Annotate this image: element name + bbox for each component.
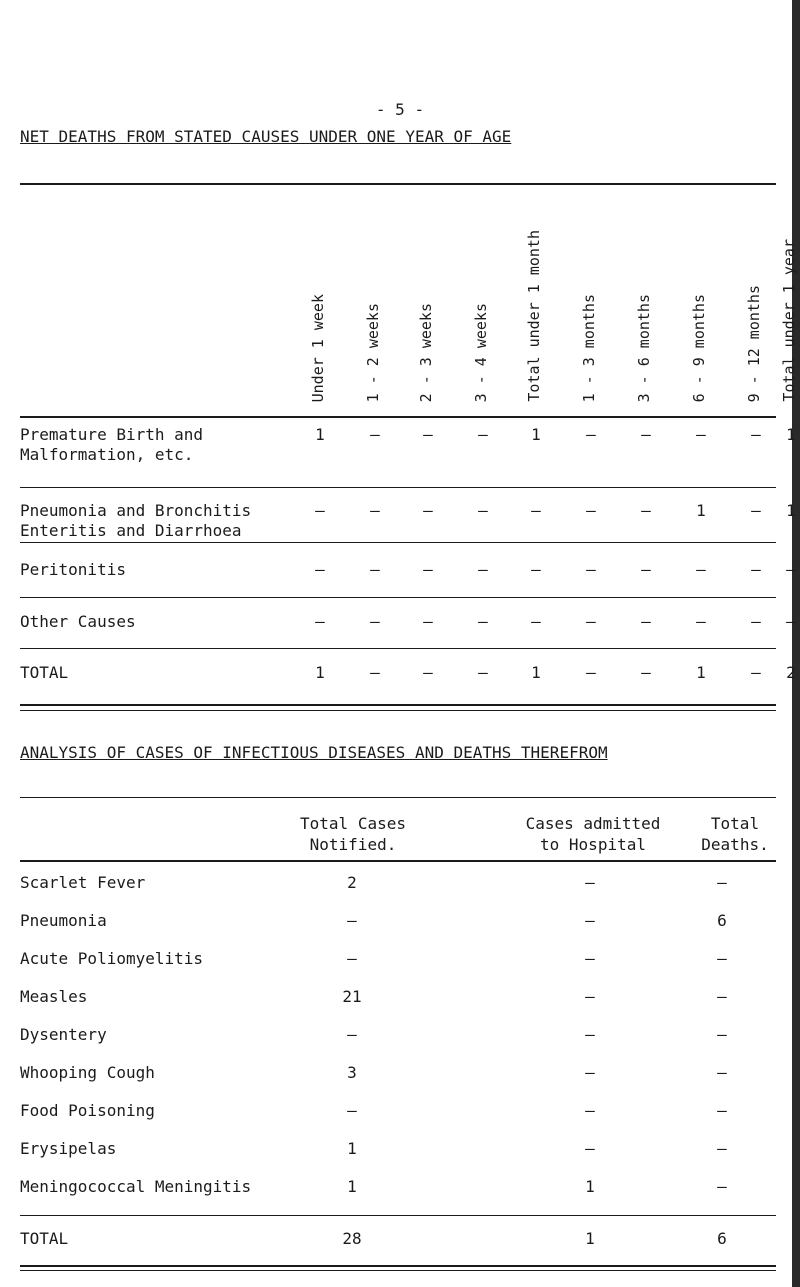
table-cell: 1	[315, 425, 325, 444]
column-header-line: Total	[710, 814, 760, 833]
table-cell: 1	[347, 1177, 357, 1196]
column-header-label: 1 - 3 months	[580, 293, 598, 402]
table-cell: –	[478, 425, 488, 444]
table-cell: 21	[342, 987, 362, 1006]
row-label: Enteritis and Diarrhoea	[20, 521, 242, 540]
column-header-line: Cases admitted	[525, 814, 661, 833]
table-cell: –	[717, 873, 727, 892]
table-cell: 6	[717, 911, 727, 930]
row-divider	[20, 542, 776, 543]
table-cell: –	[370, 663, 380, 682]
infectious-total-rule	[20, 1215, 776, 1216]
disease-name: Acute Poliomyelitis	[20, 949, 204, 968]
table-cell: 1	[696, 501, 706, 520]
column-header-cell	[633, 188, 659, 402]
table-cell: –	[531, 612, 541, 631]
table-cell: –	[586, 425, 596, 444]
table-cell: –	[478, 612, 488, 631]
table-cell: –	[586, 501, 596, 520]
table-cell: –	[423, 501, 433, 520]
row-label: Pneumonia and Bronchitis	[20, 501, 252, 520]
table-cell: –	[585, 949, 595, 968]
disease-name: Pneumonia	[20, 911, 107, 930]
column-header-line: Total Cases	[300, 814, 406, 833]
table-cell: –	[751, 425, 761, 444]
disease-name: Food Poisoning	[20, 1101, 155, 1120]
column-header-cell	[415, 188, 441, 402]
table-cell: –	[786, 560, 796, 579]
table-cell: –	[641, 663, 651, 682]
column-header-cell	[307, 188, 333, 402]
disease-name: Scarlet Fever	[20, 873, 146, 892]
table-cell: –	[786, 612, 796, 631]
table-cell: –	[423, 560, 433, 579]
table-cell: –	[641, 612, 651, 631]
disease-name: Whooping Cough	[20, 1063, 155, 1082]
table-cell: –	[347, 911, 357, 930]
table-cell: –	[586, 663, 596, 682]
table-cell: –	[585, 1101, 595, 1120]
table-cell: –	[585, 873, 595, 892]
table-cell: –	[717, 1025, 727, 1044]
total-cell: 1	[585, 1229, 595, 1248]
table-cell: –	[315, 501, 325, 520]
table-cell: 1	[315, 663, 325, 682]
table-rule-top	[20, 183, 776, 185]
total-cell: 28	[342, 1229, 362, 1248]
table-cell: 1	[531, 663, 541, 682]
infectious-table-title: ANALYSIS OF CASES OF INFECTIOUS DISEASES AND DEATHS THEREFROM	[20, 743, 608, 762]
column-header-cell	[578, 188, 604, 402]
table-cell: 1	[786, 425, 796, 444]
table-cell: –	[347, 1101, 357, 1120]
column-header-label: Total under 1 month	[525, 230, 543, 402]
table-cell: –	[423, 425, 433, 444]
table-cell: –	[370, 560, 380, 579]
column-header-line: Notified.	[309, 835, 397, 854]
infectious-rule-bottom-2	[20, 1270, 776, 1271]
row-label: Peritonitis	[20, 560, 126, 579]
table-cell: –	[585, 1139, 595, 1158]
column-header-label: Under 1 week	[309, 293, 327, 402]
table-cell: –	[641, 560, 651, 579]
table-cell: –	[751, 663, 761, 682]
table-cell: –	[751, 501, 761, 520]
table-cell: 1	[696, 663, 706, 682]
row-label: Malformation, etc.	[20, 445, 194, 464]
row-divider	[20, 487, 776, 488]
table-cell: 1	[786, 501, 796, 520]
header-rule	[20, 416, 776, 418]
table-cell: –	[347, 1025, 357, 1044]
table-cell: 1	[531, 425, 541, 444]
row-divider	[20, 648, 776, 649]
table-cell: –	[717, 949, 727, 968]
infectious-rule-bottom-1	[20, 1265, 776, 1267]
table-cell: –	[531, 560, 541, 579]
table-cell: –	[423, 663, 433, 682]
infectious-rule-top	[20, 797, 776, 798]
table-cell: –	[585, 987, 595, 1006]
table-cell: –	[531, 501, 541, 520]
table-cell: –	[423, 612, 433, 631]
disease-name: Measles	[20, 987, 88, 1006]
row-label: Premature Birth and	[20, 425, 204, 444]
table-cell: –	[478, 501, 488, 520]
table-cell: –	[478, 663, 488, 682]
page-number: - 5 -	[375, 100, 425, 119]
column-header-label: 1 - 2 weeks	[364, 302, 382, 402]
disease-name: Meningococcal Meningitis	[20, 1177, 252, 1196]
table-cell: –	[370, 425, 380, 444]
column-header-label: Total under 1 year	[780, 239, 798, 402]
table-cell: –	[478, 560, 488, 579]
column-header-cell	[688, 188, 714, 402]
column-header-cell	[362, 188, 388, 402]
column-header-cell	[470, 188, 496, 402]
deaths-table-title: NET DEATHS FROM STATED CAUSES UNDER ONE YEAR OF AGE	[20, 127, 512, 146]
table-cell: 1	[585, 1177, 595, 1196]
column-header-label: 9 - 12 months	[745, 284, 763, 402]
total-label: TOTAL	[20, 1229, 69, 1248]
disease-name: Dysentery	[20, 1025, 107, 1044]
column-header-cell	[743, 188, 769, 402]
table-cell: –	[717, 1101, 727, 1120]
table-cell: –	[696, 612, 706, 631]
table-cell: –	[641, 425, 651, 444]
table-cell: 3	[347, 1063, 357, 1082]
table-rule-bottom-1	[20, 704, 776, 706]
table-cell: –	[751, 612, 761, 631]
table-cell: –	[585, 1025, 595, 1044]
row-label: TOTAL	[20, 663, 69, 682]
table-cell: –	[696, 560, 706, 579]
table-cell: –	[370, 612, 380, 631]
table-cell: 2	[786, 663, 796, 682]
column-header-label: 3 - 4 weeks	[472, 302, 490, 402]
table-cell: –	[696, 425, 706, 444]
table-cell: –	[370, 501, 380, 520]
table-cell: –	[717, 1177, 727, 1196]
table-cell: –	[347, 949, 357, 968]
total-cell: 6	[717, 1229, 727, 1248]
table-cell: –	[751, 560, 761, 579]
table-cell: –	[315, 560, 325, 579]
column-header-line: Deaths.	[701, 835, 769, 854]
column-header-line: to Hospital	[540, 835, 646, 854]
table-cell: –	[717, 987, 727, 1006]
column-header-cell	[523, 188, 549, 402]
table-cell: –	[717, 1139, 727, 1158]
column-header-label: 3 - 6 months	[635, 293, 653, 402]
table-cell: –	[641, 501, 651, 520]
infectious-header-rule	[20, 860, 776, 862]
table-cell: –	[585, 911, 595, 930]
row-divider	[20, 597, 776, 598]
table-rule-bottom-2	[20, 710, 776, 711]
table-cell: –	[586, 560, 596, 579]
column-header-label: 6 - 9 months	[690, 293, 708, 402]
table-cell: –	[585, 1063, 595, 1082]
table-cell: –	[717, 1063, 727, 1082]
column-header-cell	[778, 188, 800, 402]
column-header-label: 2 - 3 weeks	[417, 302, 435, 402]
row-label: Other Causes	[20, 612, 136, 631]
disease-name: Erysipelas	[20, 1139, 117, 1158]
table-cell: 1	[347, 1139, 357, 1158]
table-cell: –	[586, 612, 596, 631]
table-cell: –	[315, 612, 325, 631]
table-cell: 2	[347, 873, 357, 892]
